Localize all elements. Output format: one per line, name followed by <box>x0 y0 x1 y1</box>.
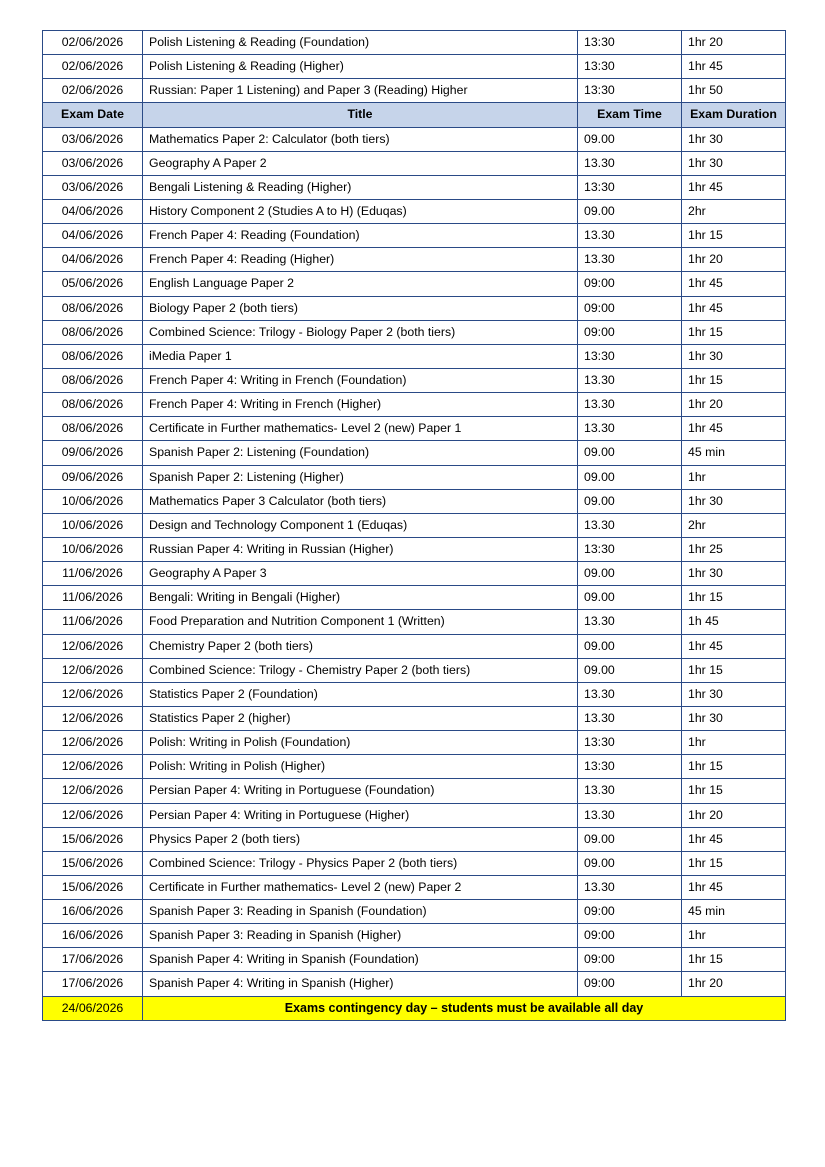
column-header-title: Title <box>143 103 578 127</box>
cell-exam-date: 12/06/2026 <box>43 682 143 706</box>
cell-exam-time: 13.30 <box>578 706 682 730</box>
cell-exam-date: 17/06/2026 <box>43 948 143 972</box>
cell-exam-time: 13:30 <box>578 731 682 755</box>
table-row <box>43 658 786 682</box>
cell-exam-duration: 1hr <box>682 731 786 755</box>
table-row <box>43 731 786 755</box>
table-header-row <box>43 103 786 127</box>
cell-exam-title: Polish Listening & Reading (Higher) <box>143 55 578 79</box>
cell-exam-time: 09:00 <box>578 320 682 344</box>
cell-exam-time: 09.00 <box>578 441 682 465</box>
cell-exam-date: 08/06/2026 <box>43 417 143 441</box>
cell-exam-duration: 1hr 45 <box>682 875 786 899</box>
cell-exam-time: 13.30 <box>578 803 682 827</box>
cell-exam-date: 08/06/2026 <box>43 320 143 344</box>
cell-exam-duration: 1hr 15 <box>682 755 786 779</box>
cell-exam-duration: 1hr 45 <box>682 175 786 199</box>
cell-exam-duration: 1h 45 <box>682 610 786 634</box>
cell-exam-date: 03/06/2026 <box>43 175 143 199</box>
table-row <box>43 610 786 634</box>
table-row <box>43 199 786 223</box>
cell-exam-date: 02/06/2026 <box>43 79 143 103</box>
cell-exam-title: Geography A Paper 3 <box>143 562 578 586</box>
cell-exam-duration: 1hr <box>682 465 786 489</box>
cell-exam-date: 05/06/2026 <box>43 272 143 296</box>
cell-exam-duration: 45 min <box>682 900 786 924</box>
column-header-date: Exam Date <box>43 103 143 127</box>
cell-exam-time: 13:30 <box>578 175 682 199</box>
table-row <box>43 489 786 513</box>
cell-exam-title: Spanish Paper 3: Reading in Spanish (Foundation) <box>143 900 578 924</box>
cell-exam-time: 09.00 <box>578 127 682 151</box>
cell-exam-date: 03/06/2026 <box>43 151 143 175</box>
cell-exam-date: 11/06/2026 <box>43 562 143 586</box>
cell-exam-duration: 1hr 30 <box>682 562 786 586</box>
table-row <box>43 465 786 489</box>
cell-exam-title: Polish Listening & Reading (Foundation) <box>143 31 578 55</box>
cell-exam-duration: 1hr 15 <box>682 779 786 803</box>
cell-exam-duration: 1hr 45 <box>682 417 786 441</box>
cell-exam-title: Certificate in Further mathematics- Level 2 (new) Paper 1 <box>143 417 578 441</box>
cell-exam-duration: 1hr 20 <box>682 31 786 55</box>
cell-exam-duration: 1hr 15 <box>682 224 786 248</box>
cell-exam-duration: 1hr 45 <box>682 296 786 320</box>
cell-exam-time: 13:30 <box>578 79 682 103</box>
cell-exam-time: 13.30 <box>578 875 682 899</box>
table-row <box>43 900 786 924</box>
table-row <box>43 706 786 730</box>
cell-exam-time: 09:00 <box>578 972 682 996</box>
cell-exam-title: History Component 2 (Studies A to H) (Eduqas) <box>143 199 578 223</box>
cell-exam-date: 08/06/2026 <box>43 368 143 392</box>
cell-exam-title: Spanish Paper 4: Writing in Spanish (Foundation) <box>143 948 578 972</box>
table-row <box>43 31 786 55</box>
cell-exam-time: 09.00 <box>578 489 682 513</box>
cell-exam-title: Biology Paper 2 (both tiers) <box>143 296 578 320</box>
table-row <box>43 417 786 441</box>
cell-exam-date: 12/06/2026 <box>43 658 143 682</box>
column-header-duration: Exam Duration <box>682 103 786 127</box>
cell-exam-time: 13.30 <box>578 248 682 272</box>
cell-exam-time: 13.30 <box>578 682 682 706</box>
cell-exam-title: Mathematics Paper 2: Calculator (both tiers) <box>143 127 578 151</box>
table-row <box>43 851 786 875</box>
cell-exam-time: 13:30 <box>578 755 682 779</box>
cell-exam-date: 12/06/2026 <box>43 755 143 779</box>
table-row <box>43 948 786 972</box>
cell-exam-date: 08/06/2026 <box>43 393 143 417</box>
table-row <box>43 320 786 344</box>
cell-exam-time: 13.30 <box>578 417 682 441</box>
cell-exam-date: 12/06/2026 <box>43 731 143 755</box>
cell-exam-title: Spanish Paper 4: Writing in Spanish (Higher) <box>143 972 578 996</box>
cell-exam-duration: 1hr 15 <box>682 320 786 344</box>
cell-exam-time: 09:00 <box>578 900 682 924</box>
cell-exam-duration: 1hr 30 <box>682 706 786 730</box>
cell-exam-title: Certificate in Further mathematics- Level 2 (new) Paper 2 <box>143 875 578 899</box>
cell-exam-title: Mathematics Paper 3 Calculator (both tiers) <box>143 489 578 513</box>
cell-exam-date: 02/06/2026 <box>43 31 143 55</box>
cell-exam-title: English Language Paper 2 <box>143 272 578 296</box>
cell-exam-time: 09.00 <box>578 658 682 682</box>
table-row <box>43 368 786 392</box>
cell-exam-time: 09:00 <box>578 296 682 320</box>
cell-exam-time: 09:00 <box>578 924 682 948</box>
cell-exam-title: Statistics Paper 2 (higher) <box>143 706 578 730</box>
cell-exam-time: 09.00 <box>578 586 682 610</box>
cell-exam-duration: 1hr 30 <box>682 127 786 151</box>
cell-exam-time: 13.30 <box>578 610 682 634</box>
table-row <box>43 248 786 272</box>
table-row <box>43 537 786 561</box>
cell-exam-title: Spanish Paper 2: Listening (Foundation) <box>143 441 578 465</box>
cell-exam-title: Russian Paper 4: Writing in Russian (Higher) <box>143 537 578 561</box>
table-row <box>43 79 786 103</box>
cell-exam-date: 10/06/2026 <box>43 537 143 561</box>
cell-exam-duration: 1hr 30 <box>682 344 786 368</box>
cell-exam-date: 12/06/2026 <box>43 634 143 658</box>
cell-exam-date: 04/06/2026 <box>43 224 143 248</box>
cell-exam-title: Bengali Listening & Reading (Higher) <box>143 175 578 199</box>
cell-exam-duration: 1hr 20 <box>682 248 786 272</box>
cell-exam-title: Combined Science: Trilogy - Chemistry Paper 2 (both tiers) <box>143 658 578 682</box>
cell-exam-duration: 1hr 15 <box>682 368 786 392</box>
cell-exam-time: 13.30 <box>578 224 682 248</box>
cell-exam-title: Polish: Writing in Polish (Foundation) <box>143 731 578 755</box>
cell-exam-date: 08/06/2026 <box>43 344 143 368</box>
table-row <box>43 151 786 175</box>
contingency-row <box>43 996 786 1020</box>
cell-exam-duration: 2hr <box>682 199 786 223</box>
cell-exam-time: 13:30 <box>578 55 682 79</box>
cell-exam-time: 13:30 <box>578 537 682 561</box>
table-row <box>43 562 786 586</box>
table-row <box>43 441 786 465</box>
cell-exam-date: 15/06/2026 <box>43 851 143 875</box>
cell-exam-duration: 1hr 20 <box>682 972 786 996</box>
cell-exam-title: Chemistry Paper 2 (both tiers) <box>143 634 578 658</box>
cell-exam-title: Physics Paper 2 (both tiers) <box>143 827 578 851</box>
cell-exam-title: Combined Science: Trilogy - Biology Paper 2 (both tiers) <box>143 320 578 344</box>
cell-exam-date: 11/06/2026 <box>43 586 143 610</box>
cell-exam-title: French Paper 4: Writing in French (Foundation) <box>143 368 578 392</box>
cell-exam-duration: 1hr 20 <box>682 803 786 827</box>
cell-exam-duration: 1hr 30 <box>682 151 786 175</box>
cell-exam-title: Design and Technology Component 1 (Eduqas) <box>143 513 578 537</box>
table-row <box>43 55 786 79</box>
cell-contingency-note: Exams contingency day – students must be available all day <box>143 996 786 1020</box>
table-row <box>43 634 786 658</box>
table-row <box>43 972 786 996</box>
cell-exam-title: Statistics Paper 2 (Foundation) <box>143 682 578 706</box>
table-row <box>43 682 786 706</box>
table-row <box>43 827 786 851</box>
cell-exam-time: 13.30 <box>578 368 682 392</box>
cell-exam-title: French Paper 4: Writing in French (Higher) <box>143 393 578 417</box>
cell-exam-date: 12/06/2026 <box>43 803 143 827</box>
cell-exam-time: 13.30 <box>578 779 682 803</box>
cell-exam-time: 09.00 <box>578 562 682 586</box>
cell-exam-title: Food Preparation and Nutrition Component 1 (Written) <box>143 610 578 634</box>
column-header-time: Exam Time <box>578 103 682 127</box>
cell-exam-time: 13.30 <box>578 393 682 417</box>
cell-exam-date: 03/06/2026 <box>43 127 143 151</box>
cell-exam-title: French Paper 4: Reading (Higher) <box>143 248 578 272</box>
exam-timetable-body <box>43 31 786 1021</box>
cell-exam-time: 09.00 <box>578 827 682 851</box>
cell-exam-date: 04/06/2026 <box>43 199 143 223</box>
cell-exam-duration: 1hr 15 <box>682 948 786 972</box>
cell-exam-duration: 1hr 25 <box>682 537 786 561</box>
table-row <box>43 393 786 417</box>
cell-exam-title: Persian Paper 4: Writing in Portuguese (Foundation) <box>143 779 578 803</box>
cell-exam-time: 13:30 <box>578 31 682 55</box>
cell-exam-title: iMedia Paper 1 <box>143 344 578 368</box>
table-row <box>43 924 786 948</box>
cell-exam-duration: 1hr 30 <box>682 489 786 513</box>
cell-exam-duration: 1hr 45 <box>682 272 786 296</box>
cell-exam-duration: 45 min <box>682 441 786 465</box>
table-row <box>43 875 786 899</box>
cell-exam-date: 15/06/2026 <box>43 827 143 851</box>
cell-exam-title: Persian Paper 4: Writing in Portuguese (Higher) <box>143 803 578 827</box>
cell-exam-date: 15/06/2026 <box>43 875 143 899</box>
cell-exam-duration: 1hr 45 <box>682 634 786 658</box>
cell-exam-title: French Paper 4: Reading (Foundation) <box>143 224 578 248</box>
cell-exam-date: 12/06/2026 <box>43 779 143 803</box>
cell-exam-time: 09.00 <box>578 851 682 875</box>
cell-exam-time: 13.30 <box>578 151 682 175</box>
cell-exam-date: 08/06/2026 <box>43 296 143 320</box>
cell-exam-date: 24/06/2026 <box>43 996 143 1020</box>
cell-exam-time: 13:30 <box>578 344 682 368</box>
table-row <box>43 344 786 368</box>
cell-exam-duration: 1hr 45 <box>682 827 786 851</box>
cell-exam-date: 16/06/2026 <box>43 900 143 924</box>
cell-exam-time: 09.00 <box>578 199 682 223</box>
cell-exam-date: 09/06/2026 <box>43 465 143 489</box>
table-row <box>43 127 786 151</box>
table-row <box>43 803 786 827</box>
cell-exam-time: 13.30 <box>578 513 682 537</box>
cell-exam-duration: 1hr <box>682 924 786 948</box>
cell-exam-duration: 2hr <box>682 513 786 537</box>
cell-exam-date: 12/06/2026 <box>43 706 143 730</box>
table-row <box>43 755 786 779</box>
cell-exam-date: 10/06/2026 <box>43 513 143 537</box>
cell-exam-date: 10/06/2026 <box>43 489 143 513</box>
cell-exam-title: Russian: Paper 1 Listening) and Paper 3 (Reading) Higher <box>143 79 578 103</box>
table-row <box>43 272 786 296</box>
cell-exam-duration: 1hr 50 <box>682 79 786 103</box>
cell-exam-duration: 1hr 20 <box>682 393 786 417</box>
cell-exam-time: 09:00 <box>578 272 682 296</box>
cell-exam-title: Combined Science: Trilogy - Physics Paper 2 (both tiers) <box>143 851 578 875</box>
cell-exam-title: Bengali: Writing in Bengali (Higher) <box>143 586 578 610</box>
table-row <box>43 224 786 248</box>
table-row <box>43 586 786 610</box>
cell-exam-date: 17/06/2026 <box>43 972 143 996</box>
cell-exam-time: 09.00 <box>578 634 682 658</box>
cell-exam-date: 02/06/2026 <box>43 55 143 79</box>
cell-exam-title: Spanish Paper 2: Listening (Higher) <box>143 465 578 489</box>
cell-exam-duration: 1hr 15 <box>682 658 786 682</box>
cell-exam-duration: 1hr 15 <box>682 851 786 875</box>
cell-exam-title: Polish: Writing in Polish (Higher) <box>143 755 578 779</box>
cell-exam-time: 09:00 <box>578 948 682 972</box>
table-row <box>43 296 786 320</box>
cell-exam-title: Spanish Paper 3: Reading in Spanish (Higher) <box>143 924 578 948</box>
cell-exam-duration: 1hr 30 <box>682 682 786 706</box>
cell-exam-date: 09/06/2026 <box>43 441 143 465</box>
cell-exam-duration: 1hr 45 <box>682 55 786 79</box>
table-row <box>43 175 786 199</box>
exam-timetable-table <box>42 30 786 1021</box>
table-row <box>43 779 786 803</box>
table-row <box>43 513 786 537</box>
cell-exam-duration: 1hr 15 <box>682 586 786 610</box>
cell-exam-date: 04/06/2026 <box>43 248 143 272</box>
cell-exam-time: 09.00 <box>578 465 682 489</box>
cell-exam-title: Geography A Paper 2 <box>143 151 578 175</box>
cell-exam-date: 11/06/2026 <box>43 610 143 634</box>
cell-exam-date: 16/06/2026 <box>43 924 143 948</box>
